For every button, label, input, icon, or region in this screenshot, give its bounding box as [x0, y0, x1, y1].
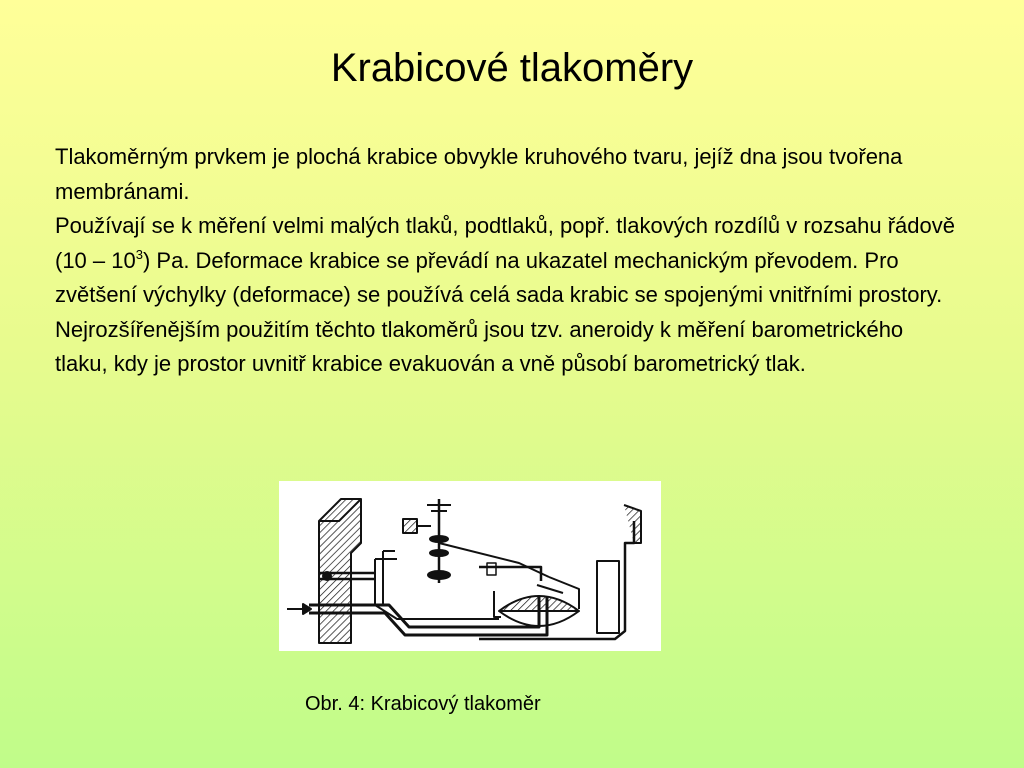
usage-text-before: Používají se k měření velmi malých tlaků, podtlaků, popř. tlakových rozdílů v rozsahu řádově (10 – 10 — [55, 213, 955, 273]
right-post — [597, 561, 619, 633]
paragraph-aneroid: Nejrozšířenějším použitím těchto tlakoměrů jsou tzv. aneroidy k měření barometrického tlaku, kdy je prostor uvnitř krabice evakuován a vně působí barometrický tlak. — [55, 316, 904, 376]
diagram-drawing — [279, 481, 661, 651]
slide-body — [55, 140, 960, 382]
paragraph-usage — [55, 209, 960, 313]
paragraph-intro: Tlakoměrným prvkem je plochá krabice obvykle kruhového tvaru, jejíž dna jsou tvořena membránami. — [55, 144, 903, 204]
slide-title: Krabicové tlakoměry — [330, 46, 694, 90]
capsule-upper — [499, 596, 579, 611]
exponent: 3 — [135, 246, 143, 262]
pressure-gauge-diagram — [279, 481, 661, 651]
figure-caption: Obr. 4: Krabicový tlakoměr — [305, 693, 541, 715]
usage-text-after: ) Pa. Deformace krabice se převádí na ukazatel mechanickým převodem. Pro zvětšení výchylky (deformace) se používá celá sada krabic se spojenými vnitřními prostory. — [55, 247, 943, 307]
linkage — [439, 543, 549, 577]
weight-block — [403, 519, 417, 533]
